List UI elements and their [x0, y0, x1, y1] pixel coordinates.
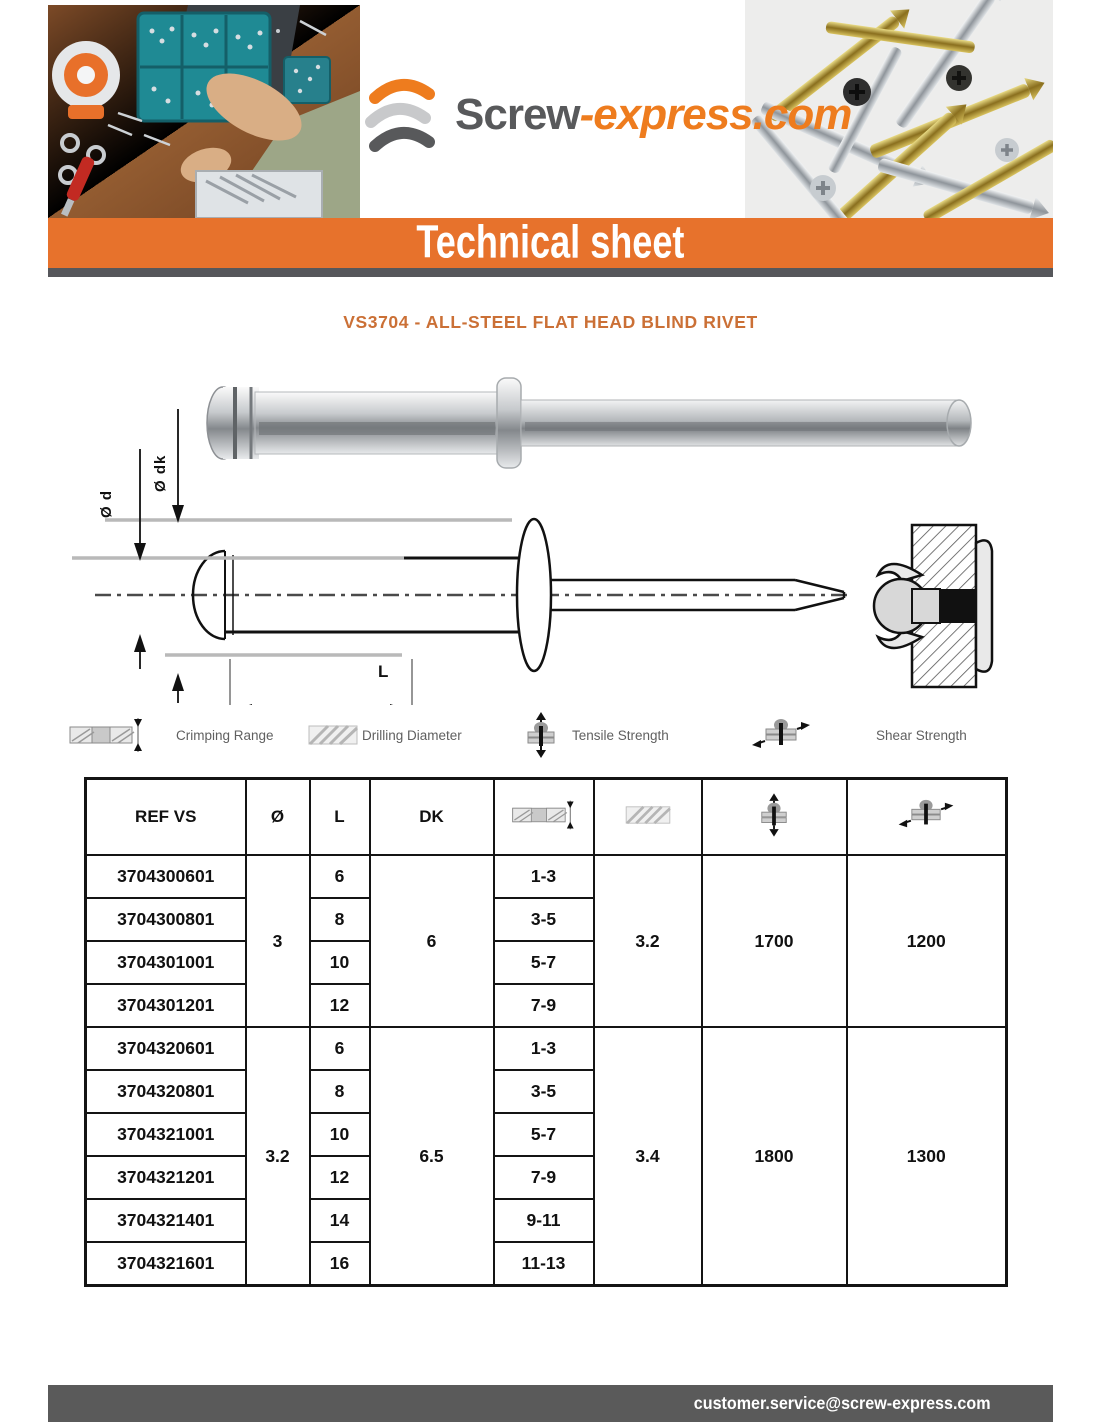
installed-rivet-section: [874, 525, 992, 687]
crimp-cell: 3-5: [494, 1070, 594, 1113]
header-crimping-range: [494, 779, 594, 856]
product-title: VS3704 - ALL-STEEL FLAT HEAD BLIND RIVET: [343, 312, 758, 332]
tensile-strength-icon: [524, 712, 558, 758]
ref-cell: 3704321401: [86, 1199, 246, 1242]
crimp-cell: 9-11: [494, 1199, 594, 1242]
ref-cell: 3704320601: [86, 1027, 246, 1070]
technical-drawing: [60, 393, 1010, 705]
shear-cell: 1200: [847, 855, 1007, 1027]
length-cell: 12: [310, 984, 370, 1027]
length-cell: 6: [310, 855, 370, 898]
header-length: L: [310, 779, 370, 856]
header-ref: REF VS: [86, 779, 246, 856]
length-cell: 8: [310, 898, 370, 941]
table-header-row: [86, 779, 1007, 856]
legend-drilling-diameter: [308, 712, 462, 758]
logo-arcs-icon: [365, 72, 451, 158]
workbench-photo: [48, 5, 360, 218]
logo-text-secondary: -express.com: [579, 90, 852, 139]
legend-label: Drilling Diameter: [362, 727, 462, 743]
dimension-label-l: L: [378, 662, 389, 681]
ref-cell: 3704321001: [86, 1113, 246, 1156]
ref-cell: 3704300801: [86, 898, 246, 941]
footer-bar: [48, 1385, 1053, 1422]
legend-label: Shear Strength: [876, 727, 967, 743]
legend-shear-strength: [752, 712, 967, 758]
ref-cell: 3704321601: [86, 1242, 246, 1286]
crimp-cell: 1-3: [494, 1027, 594, 1070]
spec-table: [84, 777, 1008, 1287]
legend-tensile-strength: [524, 712, 669, 758]
dk-cell: 6.5: [370, 1027, 494, 1286]
header-drilling-diameter: [594, 779, 702, 856]
banner-title: Technical sheet: [416, 216, 685, 269]
legend-crimping-range: [68, 712, 274, 758]
length-cell: 10: [310, 1113, 370, 1156]
shear-strength-icon: [752, 717, 810, 753]
banner-underline: [48, 268, 1053, 277]
diameter-cell: 3: [246, 855, 310, 1027]
drilling-diameter-icon: [625, 805, 671, 825]
crimp-cell: 7-9: [494, 1156, 594, 1199]
length-cell: 16: [310, 1242, 370, 1286]
logo-text: [455, 90, 851, 140]
drilling-diameter-icon: [308, 724, 358, 746]
header-diameter: Ø: [246, 779, 310, 856]
ref-cell: 3704300601: [86, 855, 246, 898]
crimping-range-icon: [511, 800, 577, 830]
ref-cell: 3704301001: [86, 941, 246, 984]
header-dk: DK: [370, 779, 494, 856]
banner: [48, 218, 1053, 268]
crimp-cell: 3-5: [494, 898, 594, 941]
shear-cell: 1300: [847, 1027, 1007, 1286]
dk-cell: 6: [370, 855, 494, 1027]
ref-cell: 3704320801: [86, 1070, 246, 1113]
logo[interactable]: [365, 72, 852, 158]
drill-cell: 3.2: [594, 855, 702, 1027]
tensile-strength-icon: [758, 793, 790, 837]
ref-cell: 3704301201: [86, 984, 246, 1027]
crimp-cell: 5-7: [494, 941, 594, 984]
footer-email[interactable]: customer.service@screw-express.com: [694, 1393, 991, 1413]
length-cell: 12: [310, 1156, 370, 1199]
shear-strength-icon: [898, 798, 954, 832]
dimension-label-dk: Ø dk: [152, 454, 169, 492]
header-tensile-strength: [702, 779, 847, 856]
dimension-label-d: Ø d: [98, 490, 115, 518]
drill-cell: 3.4: [594, 1027, 702, 1286]
length-cell: 10: [310, 941, 370, 984]
legend-label: Crimping Range: [176, 727, 274, 743]
tensile-cell: 1800: [702, 1027, 847, 1286]
ref-cell: 3704321201: [86, 1156, 246, 1199]
length-cell: 6: [310, 1027, 370, 1070]
length-cell: 14: [310, 1199, 370, 1242]
crimping-range-icon: [68, 718, 146, 752]
crimp-cell: 7-9: [494, 984, 594, 1027]
diameter-cell: 3.2: [246, 1027, 310, 1286]
crimp-cell: 1-3: [494, 855, 594, 898]
tensile-cell: 1700: [702, 855, 847, 1027]
header-shear-strength: [847, 779, 1007, 856]
table-row: [86, 855, 1007, 898]
length-cell: 8: [310, 1070, 370, 1113]
crimp-cell: 5-7: [494, 1113, 594, 1156]
legend-label: Tensile Strength: [572, 727, 669, 743]
logo-text-primary: Screw: [455, 90, 580, 139]
table-row: [86, 1027, 1007, 1070]
crimp-cell: 11-13: [494, 1242, 594, 1286]
